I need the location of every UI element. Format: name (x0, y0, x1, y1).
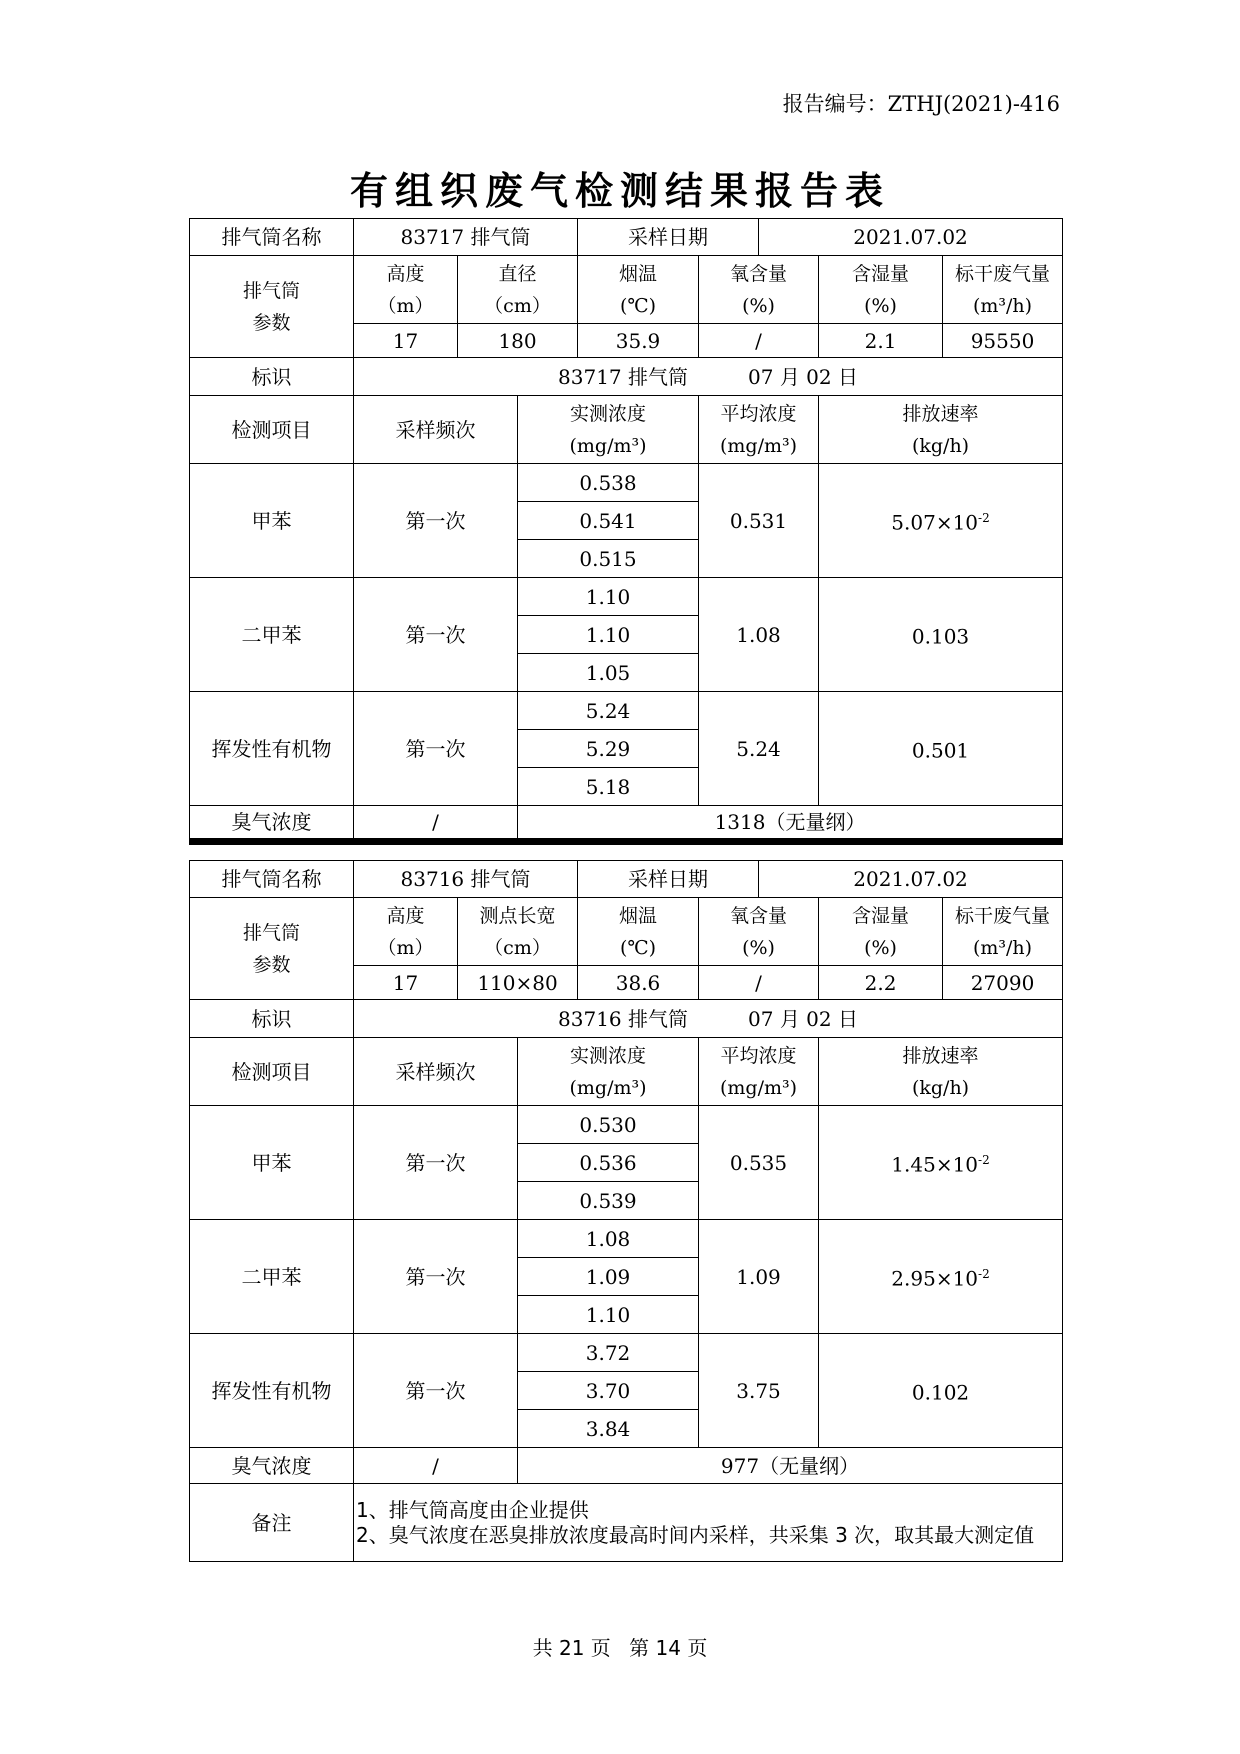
measured-value: 1.09 (518, 1258, 699, 1296)
value-flow: 27090 (943, 966, 1063, 1000)
measured-value: 1.08 (518, 1220, 699, 1258)
measured-value: 0.541 (518, 502, 699, 540)
average-value: 5.24 (699, 692, 819, 806)
rate-value: $5.07\times 10^{-2}$ (819, 464, 1063, 578)
item-frequency: 第一次 (354, 1106, 518, 1220)
remark-line-1: 1、排气筒高度由企业提供 (356, 1497, 589, 1522)
value-oxygen: / (699, 324, 819, 358)
page-footer (0, 1632, 1240, 1661)
measured-value: 0.530 (518, 1106, 699, 1144)
value-moisture: 2.2 (819, 966, 943, 1000)
measured-value: 5.18 (518, 768, 699, 806)
stack1-items (190, 464, 1063, 806)
measured-value: 3.84 (518, 1410, 699, 1448)
measured-value: 0.538 (518, 464, 699, 502)
odor-label: 臭气浓度 (190, 1448, 354, 1484)
sampling-date-label: 采样日期 (578, 861, 759, 898)
remarks-label: 备注 (190, 1484, 354, 1562)
stack-params-label: 排气筒 参数 (190, 898, 354, 1000)
odor-label: 臭气浓度 (190, 806, 354, 842)
header-size: 测点长宽 （cm） (458, 898, 578, 966)
stack-name-value: 83717 排气筒 (354, 219, 578, 256)
average-header: 平均浓度 (mg/m³) (699, 396, 819, 464)
odor-frequency: / (354, 1448, 518, 1484)
measured-value: 0.539 (518, 1182, 699, 1220)
average-value: 0.531 (699, 464, 819, 578)
rate-value: 0.501 (819, 692, 1063, 806)
stack2-items (190, 1106, 1063, 1448)
stack-params-label: 排气筒 参数 (190, 256, 354, 358)
item-frequency: 第一次 (354, 1334, 518, 1448)
current-page: 第 14 页 (629, 1636, 708, 1660)
value-size: 110×80 (458, 966, 578, 1000)
measured-value: 0.515 (518, 540, 699, 578)
frequency-header: 采样频次 (354, 396, 518, 464)
measured-value: 1.10 (518, 616, 699, 654)
header-temp: 烟温 (℃) (578, 256, 699, 324)
stack-name-label: 排气筒名称 (190, 219, 354, 256)
mark-value: 83717 排气筒 07 月 02 日 (354, 358, 1063, 396)
total-pages: 共 21 页 (532, 1636, 611, 1660)
item-frequency: 第一次 (354, 1220, 518, 1334)
stack-name-value: 83716 排气筒 (354, 861, 578, 898)
header-height: 高度 （m） (354, 898, 458, 966)
rate-value: $2.95\times 10^{-2}$ (819, 1220, 1063, 1334)
sampling-date-label: 采样日期 (578, 219, 759, 256)
item-name: 二甲苯 (190, 1220, 354, 1334)
frequency-header: 采样频次 (354, 1038, 518, 1106)
item-frequency: 第一次 (354, 692, 518, 806)
value-height: 17 (354, 966, 458, 1000)
rate-value: 0.102 (819, 1334, 1063, 1448)
odor-value: 1318（无量纲） (518, 806, 1063, 842)
average-value: 0.535 (699, 1106, 819, 1220)
item-name: 二甲苯 (190, 578, 354, 692)
item-name: 挥发性有机物 (190, 1334, 354, 1448)
value-moisture: 2.1 (819, 324, 943, 358)
value-temp: 38.6 (578, 966, 699, 1000)
value-oxygen: / (699, 966, 819, 1000)
item-frequency: 第一次 (354, 464, 518, 578)
item-frequency: 第一次 (354, 578, 518, 692)
report-number: 报告编号：ZTHJ(2021)-416 (782, 92, 1060, 116)
header-oxygen: 氧含量 (%) (699, 256, 819, 324)
rate-value: 0.103 (819, 578, 1063, 692)
value-height: 17 (354, 324, 458, 358)
measured-value: 5.24 (518, 692, 699, 730)
header-flow: 标干废气量 (m³/h) (943, 256, 1063, 324)
stack-name-label: 排气筒名称 (190, 861, 354, 898)
rate-header: 排放速率 (kg/h) (819, 396, 1063, 464)
stack-table-2 (189, 860, 1063, 1562)
remarks-content (354, 1484, 1063, 1562)
measured-value: 3.70 (518, 1372, 699, 1410)
mark-value: 83716 排气筒 07 月 02 日 (354, 1000, 1063, 1038)
measured-header: 实测浓度 (mg/m³) (518, 396, 699, 464)
item-name: 甲苯 (190, 1106, 354, 1220)
measured-value: 1.10 (518, 1296, 699, 1334)
measured-value: 1.10 (518, 578, 699, 616)
rate-value: $1.45\times 10^{-2}$ (819, 1106, 1063, 1220)
header-diameter: 直径 （cm） (458, 256, 578, 324)
stack-table-1 (189, 218, 1063, 845)
item-header: 检测项目 (190, 1038, 354, 1106)
item-header: 检测项目 (190, 396, 354, 464)
header-temp: 烟温 (℃) (578, 898, 699, 966)
measured-value: 1.05 (518, 654, 699, 692)
average-value: 1.08 (699, 578, 819, 692)
odor-value: 977（无量纲） (518, 1448, 1063, 1484)
report-title: 有组织废气检测结果报告表 (349, 169, 890, 213)
measured-header: 实测浓度 (mg/m³) (518, 1038, 699, 1106)
mark-label: 标识 (190, 1000, 354, 1038)
sampling-date-value: 2021.07.02 (759, 861, 1063, 898)
value-flow: 95550 (943, 324, 1063, 358)
value-temp: 35.9 (578, 324, 699, 358)
header-height: 高度 （m） (354, 256, 458, 324)
measured-value: 0.536 (518, 1144, 699, 1182)
remark-line-2: 2、臭气浓度在恶臭排放浓度最高时间内采样，共采集 3 次，取其最大测定值 (356, 1522, 1035, 1547)
mark-label: 标识 (190, 358, 354, 396)
sampling-date-value: 2021.07.02 (759, 219, 1063, 256)
header-oxygen: 氧含量 (%) (699, 898, 819, 966)
header-moisture: 含湿量 (%) (819, 898, 943, 966)
rate-header: 排放速率 (kg/h) (819, 1038, 1063, 1106)
measured-value: 5.29 (518, 730, 699, 768)
item-name: 甲苯 (190, 464, 354, 578)
average-value: 3.75 (699, 1334, 819, 1448)
item-name: 挥发性有机物 (190, 692, 354, 806)
header-flow: 标干废气量 (m³/h) (943, 898, 1063, 966)
value-diameter: 180 (458, 324, 578, 358)
odor-frequency: / (354, 806, 518, 842)
measured-value: 3.72 (518, 1334, 699, 1372)
average-header: 平均浓度 (mg/m³) (699, 1038, 819, 1106)
header-moisture: 含湿量 (%) (819, 256, 943, 324)
average-value: 1.09 (699, 1220, 819, 1334)
